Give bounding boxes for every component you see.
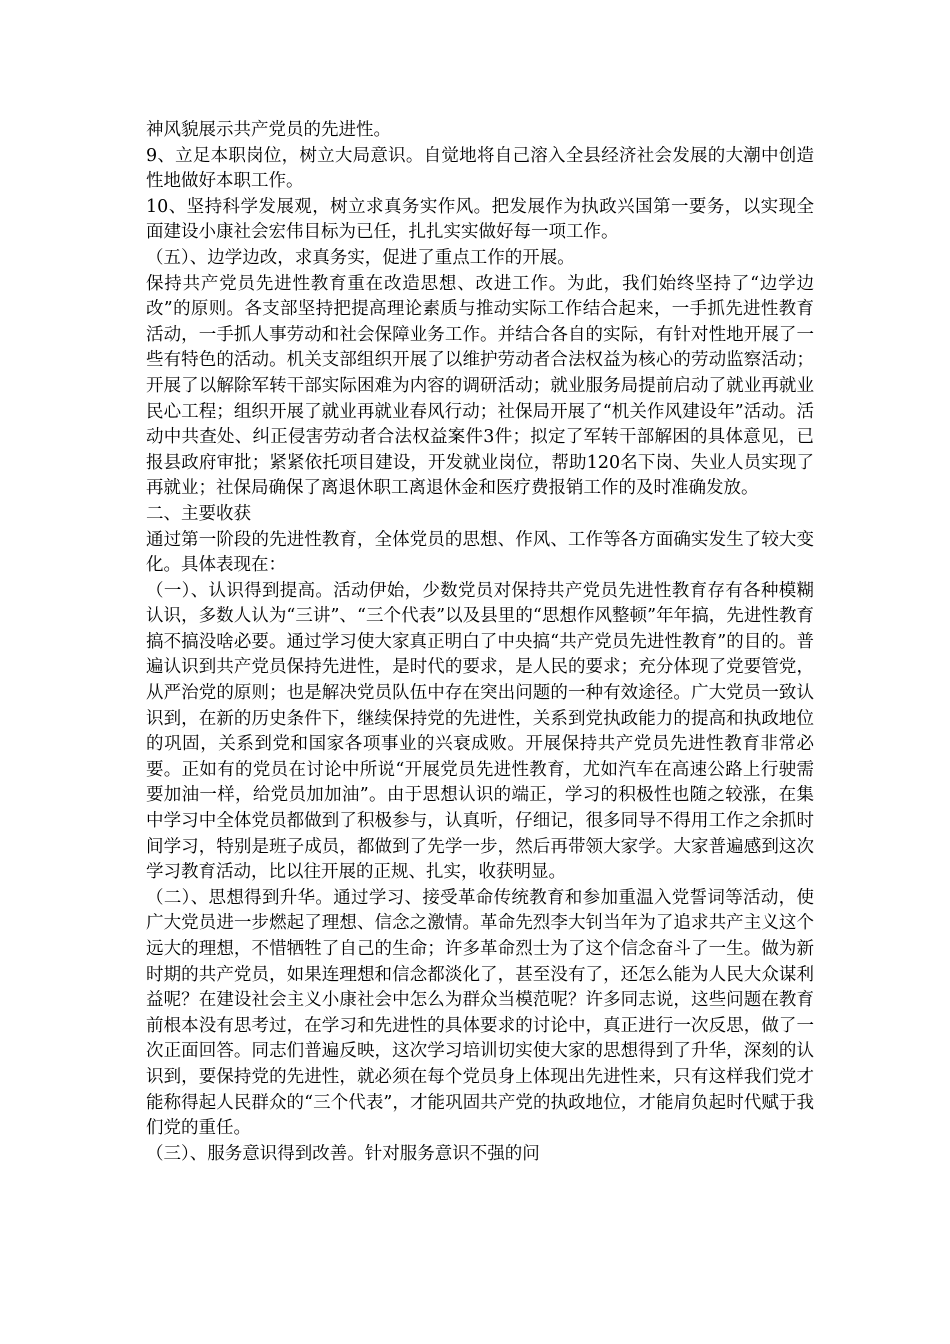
paragraph-continuation: 神风貌展示共产党员的先进性。 xyxy=(146,120,391,140)
paragraph-item-9: 9、立足本职岗位，树立大局意识。自觉地将自己溶入全县经济社会发展的大潮中创造性地做好本职工作。 xyxy=(146,145,814,192)
document-body xyxy=(146,118,814,1167)
section-heading-main-gains: 二、主要收获 xyxy=(146,503,251,524)
paragraph-service: （三）、服务意识得到改善。针对服务意识不强的问 xyxy=(146,1143,540,1164)
paragraph-gains-intro: 通过第一阶段的先进性教育，全体党员的思想、作风、工作等各方面确实发生了较大变化。具体表现在： xyxy=(146,529,814,576)
section-heading-5: （五）、边学边改，求真务实，促进了重点工作的开展。 xyxy=(146,247,575,268)
paragraph-awareness: （一）、认识得到提高。活动伊始，少数党员对保持共产党员先进性教育存有各种模糊认识，多数人认为“三讲”、“三个代表”以及县里的“思想作风整顿”年年搞，先进性教育搞不搞没啥必要。通过学习使大家真正明白了中央搞“共产党员先进性教育”的目的。普遍认识到共产党员保持先进性，是时代的要求，是人民的要求；充分体现了党要管党，从严治党的原则；也是解决党员队伍中存在突出问题的一种有效途径。广大党员一致认识到，在新的历史条件下，继续保持党的先进性，关系到党执政能力的提高和执政地位的巩固，关系到党和国家各项事业的兴衰成败。开展保持共产党员先进性教育非常必要。正如有的党员在讨论中所说“开展党员先进性教育，尤如汽车在高速公路上行驶需要加油一样，给党员加加油”。由于思想认识的端正，学习的积极性也随之较涨，在集中学习中全体党员都做到了积极参与，认真听，仔细记，很多同导不得用工作之余抓时间学习，特别是班子成员，都做到了先学一步，然后再带领大家学。大家普遍感到这次学习教育活动，比以往开展的正规、扎实，收获明显。 xyxy=(146,580,814,883)
paragraph-item-10: 10、坚持科学发展观，树立求真务实作风。把发展作为执政兴国第一要务，以实现全面建设小康社会宏伟目标为已任，扎扎实实做好每一项工作。 xyxy=(146,196,814,243)
paragraph-learning-reform: 保持共产党员先进性教育重在改造思想、改进工作。为此，我们始终坚持了“边学边改”的原则。各支部坚持把提高理论素质与推动实际工作结合起来，一手抓先进性教育活动，一手抓人事劳动和社会保障业务工作。并结合各自的实际，有针对性地开展了一些有特色的活动。机关支部组织开展了以维护劳动者合法权益为核心的劳动监察活动；开展了以解除军转干部实际困难为内容的调研活动；就业服务局提前启动了就业再就业民心工程；组织开展了就业再就业春风行动；社保局开展了“机关作风建设年”活动。活动中共查处、纠正侵害劳动者合法权益案件3件；拟定了军转干部解困的具体意见，已报县政府审批；紧紧依托项目建设，开发就业岗位，帮助120名下岗、失业人员实现了再就业；社保局确保了离退休职工离退休金和医疗费报销工作的及时准确发放。 xyxy=(146,273,814,499)
paragraph-thought: （二）、思想得到升华。通过学习、接受革命传统教育和参加重温入党誓词等活动，使广大党员进一步燃起了理想、信念之激情。革命先烈李大钊当年为了追求共产主义这个远大的理想，不惜牺牲了自己的生命；许多革命烈士为了这个信念奋斗了一生。做为新时期的共产党员，如果连理想和信念都淡化了，甚至没有了，还怎么能为人民大众谋利益呢？在建设社会主义小康社会中怎么为群众当模范呢？许多同志说，这些问题在教育前根本没有思考过，在学习和先进性的具体要求的讨论中，真正进行一次反思，做了一次正面回答。同志们普遍反映，这次学习培训切实使大家的思想得到了升华，深刻的认识到，要保持党的先进性，就必须在每个党员身上体现出先进性来，只有这样我们党才能称得起人民群众的“三个代表”，才能巩固共产党的执政地位，才能肩负起时代赋于我们党的重任。 xyxy=(146,887,814,1139)
